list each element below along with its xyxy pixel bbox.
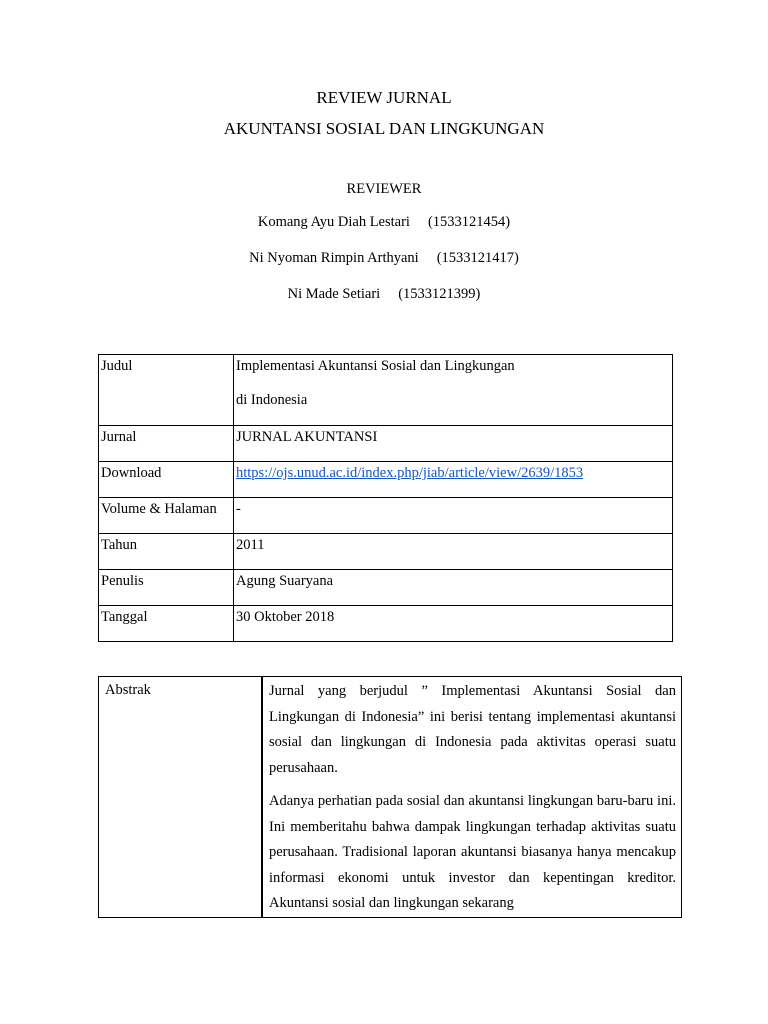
reviewer-id: (1533121454) bbox=[427, 214, 511, 230]
reviewer-row bbox=[0, 248, 768, 268]
volume-value: - bbox=[234, 498, 673, 534]
table-row bbox=[99, 606, 673, 642]
judul-value bbox=[234, 355, 673, 426]
tanggal-label: Tanggal bbox=[99, 606, 234, 642]
table-row bbox=[99, 426, 673, 462]
jurnal-value: JURNAL AKUNTANSI bbox=[234, 426, 673, 462]
penulis-value: Agung Suaryana bbox=[234, 570, 673, 606]
reviewer-row bbox=[0, 212, 768, 232]
tahun-label: Tahun bbox=[99, 534, 234, 570]
reviewer-id: (1533121399) bbox=[398, 286, 481, 302]
review-title: REVIEW JURNAL bbox=[316, 88, 452, 107]
table-row bbox=[99, 534, 673, 570]
tanggal-value: 30 Oktober 2018 bbox=[234, 606, 673, 642]
reviewer-name: Ni Nyoman Rimpin Arthyani bbox=[249, 250, 419, 266]
judul-line-1: Implementasi Akuntansi Sosial dan Lingkungan bbox=[236, 358, 515, 374]
reviewer-name: Komang Ayu Diah Lestari bbox=[257, 214, 410, 230]
penulis-label: Penulis bbox=[99, 570, 234, 606]
table-row bbox=[99, 498, 673, 534]
download-label: Download bbox=[99, 462, 234, 498]
reviewer-row bbox=[0, 284, 768, 304]
jurnal-label: Jurnal bbox=[99, 426, 234, 462]
table-row bbox=[99, 570, 673, 606]
abstract-paragraph-2: Adanya perhatian pada sosial dan akuntansi lingkungan baru-baru ini. Ini memberitahu bahwa dampak lingkungan terhadap aktivitas suatu perusahaan. Tradisional laporan akuntansi biasanya hanya mencakup informasi ekonomi untuk investor dan kepentingan kreditor. Akuntansi sosial dan lingkungan sekarang bbox=[269, 793, 676, 911]
reviewer-name: Ni Made Setiari bbox=[287, 286, 381, 302]
volume-label: Volume & Halaman bbox=[99, 498, 234, 534]
tahun-value: 2011 bbox=[234, 534, 673, 570]
table-row bbox=[99, 355, 673, 426]
review-subtitle: AKUNTANSI SOSIAL DAN LINGKUNGAN bbox=[223, 119, 545, 138]
reviewer-id: (1533121417) bbox=[436, 250, 519, 266]
abstract-paragraph-1: Jurnal yang berjudul ” Implementasi Akuntansi Sosial dan Lingkungan di Indonesia” ini berisi tentang implementasi akuntansi sosial dan lingkungan di Indonesia pada aktivitas operasi suatu perusahaan. bbox=[269, 683, 676, 776]
table-row bbox=[99, 677, 682, 918]
download-link[interactable]: https://ojs.unud.ac.id/index.php/jiab/article/view/2639/1853 bbox=[236, 465, 584, 481]
abstract-text bbox=[262, 677, 682, 918]
abstract-table bbox=[98, 676, 682, 918]
judul-label: Judul bbox=[99, 355, 234, 426]
abstract-label: Abstrak bbox=[99, 677, 263, 918]
journal-info-table bbox=[98, 354, 673, 642]
reviewer-heading: REVIEWER bbox=[346, 181, 422, 197]
download-cell bbox=[234, 462, 673, 498]
table-row bbox=[99, 462, 673, 498]
judul-line-2: di Indonesia bbox=[236, 392, 308, 408]
